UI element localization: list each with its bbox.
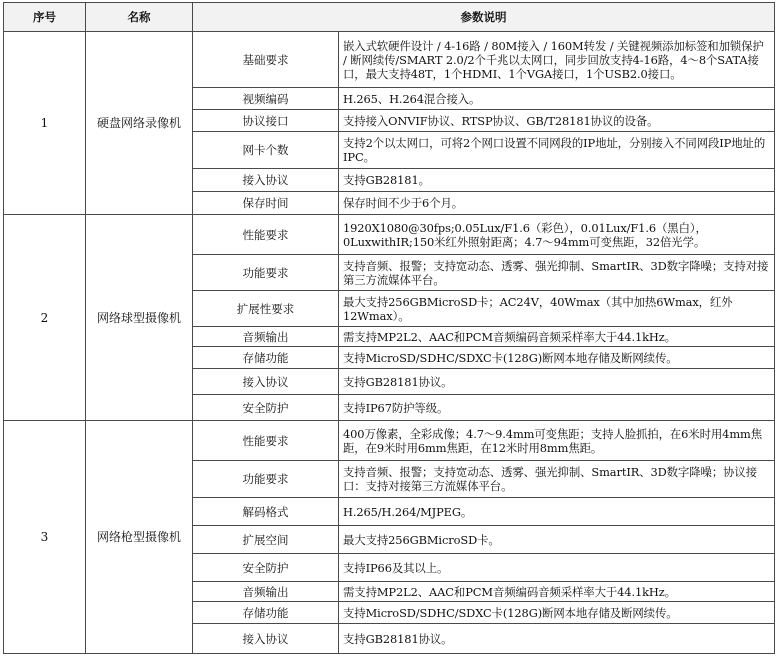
spec-table	[3, 2, 775, 654]
spec-body	[4, 32, 775, 654]
param-desc: 支持IP67防护等级。	[339, 395, 775, 421]
param-desc: 保存时间不少于6个月。	[339, 192, 775, 215]
param-item: 协议接口	[193, 110, 339, 132]
table-row	[4, 32, 775, 88]
group-name: 硬盘网络录像机	[86, 32, 193, 215]
param-item: 解码格式	[193, 498, 339, 526]
param-desc: H.265/H.264/MJPEG。	[339, 498, 775, 526]
group-name: 网络枪型摄像机	[86, 421, 193, 654]
group-index: 3	[4, 421, 86, 654]
param-desc: 支持2个以太网口，可将2个网口设置不同网段的IP地址，分别接入不同网段IP地址的IPC。	[339, 132, 775, 169]
param-item: 存储功能	[193, 347, 339, 369]
param-desc: 需支持MP2L2、AAC和PCM音频编码音频采样率大于44.1kHz。	[339, 582, 775, 602]
param-item: 音频输出	[193, 327, 339, 347]
param-item: 保存时间	[193, 192, 339, 215]
param-desc: 400万像素，全彩成像；4.7～9.4mm可变焦距；支持人脸抓拍，在6米时用4mm焦距，在9米时用6mm焦距，在12米时用8mm焦距。	[339, 421, 775, 461]
param-item: 安全防护	[193, 554, 339, 582]
spec-table-container	[3, 2, 778, 654]
param-desc: 支持MicroSD/SDHC/SDXC卡(128G)断网本地存储及断网续传。	[339, 602, 775, 624]
param-item: 功能要求	[193, 255, 339, 291]
param-desc: 1920X1080@30fps;0.05Lux/F1.6（彩色），0.01Lux/F1.6（黑白），0LuxwithIR;150米红外照射距离；4.7～94mm可变焦距，32倍光学。	[339, 215, 775, 255]
param-desc: 支持MicroSD/SDHC/SDXC卡(128G)断网本地存储及断网续传。	[339, 347, 775, 369]
param-item: 接入协议	[193, 169, 339, 192]
param-desc: 支持音频、报警；支持宽动态、透雾、强光抑制、SmartIR、3D数字降噪；协议接口：支持对接第三方流媒体平台。	[339, 461, 775, 498]
param-desc: 支持GB28181。	[339, 169, 775, 192]
param-item: 存储功能	[193, 602, 339, 624]
param-item: 接入协议	[193, 624, 339, 654]
param-desc: 支持IP66及其以上。	[339, 554, 775, 582]
param-item: 安全防护	[193, 395, 339, 421]
param-desc: 支持GB28181协议。	[339, 624, 775, 654]
header-desc: 参数说明	[193, 3, 775, 32]
group-name: 网络球型摄像机	[86, 215, 193, 421]
group-index: 2	[4, 215, 86, 421]
param-item: 功能要求	[193, 461, 339, 498]
group-index: 1	[4, 32, 86, 215]
param-item: 接入协议	[193, 369, 339, 395]
param-desc: H.265、H.264混合接入。	[339, 88, 775, 110]
param-desc: 需支持MP2L2、AAC和PCM音频编码音频采样率大于44.1kHz。	[339, 327, 775, 347]
param-desc: 支持接入ONVIF协议、RTSP协议、GB/T28181协议的设备。	[339, 110, 775, 132]
param-desc: 最大支持256GBMicroSD卡。	[339, 526, 775, 554]
param-desc: 支持GB28181协议。	[339, 369, 775, 395]
param-desc: 最大支持256GBMicroSD卡；AC24V，40Wmax（其中加热6Wmax，红外12Wmax）。	[339, 291, 775, 327]
param-item: 音频输出	[193, 582, 339, 602]
param-item: 基础要求	[193, 32, 339, 88]
param-item: 性能要求	[193, 421, 339, 461]
param-desc: 支持音频、报警；支持宽动态、透雾、强光抑制、SmartIR、3D数字降噪；支持对接第三方流媒体平台。	[339, 255, 775, 291]
table-row	[4, 215, 775, 255]
param-item: 扩展空间	[193, 526, 339, 554]
header-name: 名称	[86, 3, 193, 32]
param-item: 扩展性要求	[193, 291, 339, 327]
header-row	[4, 3, 775, 32]
param-item: 网卡个数	[193, 132, 339, 169]
header-index: 序号	[4, 3, 86, 32]
table-row	[4, 421, 775, 461]
param-desc: 嵌入式软硬件设计 / 4-16路 / 80M接入 / 160M转发 / 关键视频添加标签和加锁保护 / 断网续传/SMART 2.0/2个千兆以太网口，同步回放支持4-16路，4～8个SATA接口，最大支持48T，1个HDMI、1个VGA接口，1个USB2.0接口。	[339, 32, 775, 88]
param-item: 视频编码	[193, 88, 339, 110]
param-item: 性能要求	[193, 215, 339, 255]
